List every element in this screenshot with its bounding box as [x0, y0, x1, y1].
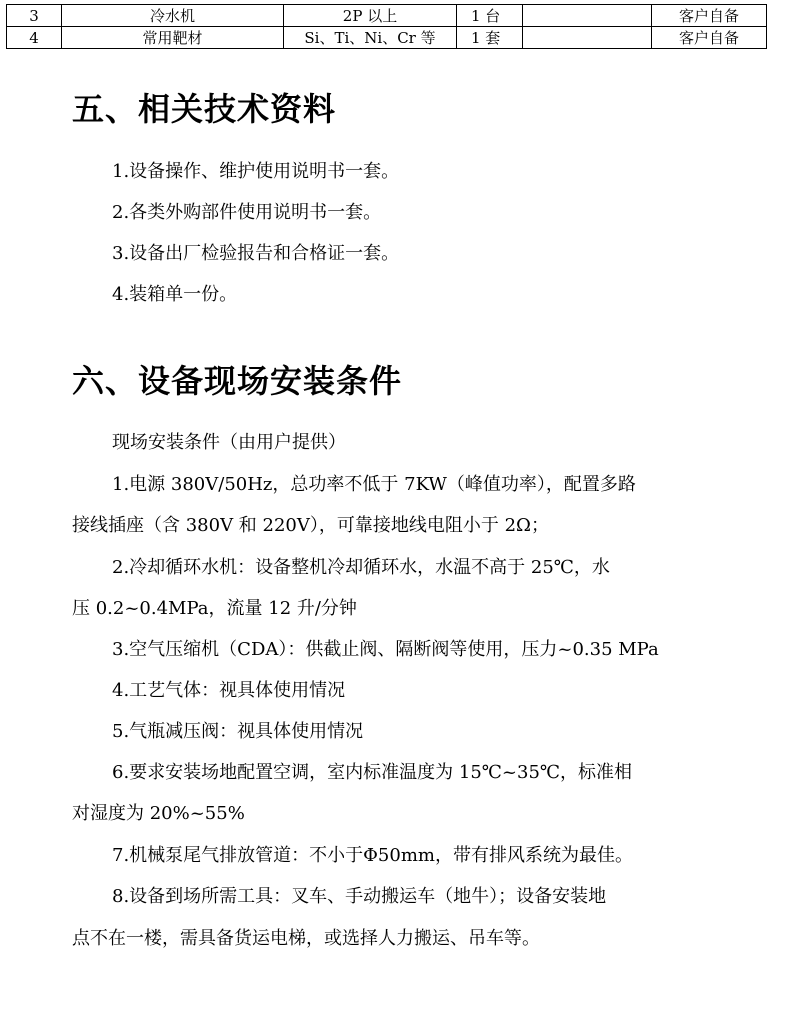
section6-line: 3.空气压缩机（CDA）：供截止阀、隔断阀等使用，压力~0.35 MPa [112, 639, 659, 660]
section6-line: 2.冷却循环水机：设备整机冷却循环水，水温不高于 25℃，水 [112, 557, 610, 578]
section5-item: 3.设备出厂检验报告和合格证一套。 [112, 243, 400, 264]
section6-line: 4.工艺气体：视具体使用情况 [112, 680, 346, 701]
cell-remark [523, 27, 652, 49]
cell-qty: 1 台 [457, 5, 523, 27]
cell-name: 常用靶材 [62, 27, 284, 49]
section6-line: 1.电源 380V/50Hz，总功率不低于 7KW（峰值功率），配置多路 [112, 474, 636, 495]
cell-spec: Si、Ti、Ni、Cr 等 [284, 27, 457, 49]
section6-line: 压 0.2~0.4MPa，流量 12 升/分钟 [72, 598, 357, 619]
equipment-table [6, 4, 767, 49]
section6-line: 5.气瓶减压阀：视具体使用情况 [112, 721, 364, 742]
cell-no: 4 [7, 27, 62, 49]
section5-item: 4.装箱单一份。 [112, 284, 238, 305]
section5-item: 2.各类外购部件使用说明书一套。 [112, 202, 382, 223]
cell-remark [523, 5, 652, 27]
section6-line: 8.设备到场所需工具：叉车、手动搬运车（地牛）；设备安装地 [112, 886, 607, 907]
cell-qty: 1 套 [457, 27, 523, 49]
table-row [7, 27, 767, 49]
section6-line: 7.机械泵尾气排放管道：不小于Φ50mm，带有排风系统为最佳。 [112, 845, 633, 866]
section6-heading: 六、设备现场安装条件 [72, 362, 403, 400]
section6-line: 接线插座（含 380V 和 220V），可靠接地线电阻小于 2Ω； [72, 515, 549, 536]
section6-line: 6.要求安装场地配置空调，室内标准温度为 15℃~35℃，标准相 [112, 762, 633, 783]
section6-line: 对湿度为 20%~55% [72, 803, 245, 824]
cell-spec: 2P 以上 [284, 5, 457, 27]
section5-heading: 五、相关技术资料 [72, 90, 337, 128]
cell-note: 客户自备 [652, 5, 767, 27]
section5-item: 1.设备操作、维护使用说明书一套。 [112, 161, 400, 182]
cell-no: 3 [7, 5, 62, 27]
cell-note: 客户自备 [652, 27, 767, 49]
table-row [7, 5, 767, 27]
section6-intro: 现场安装条件（由用户提供） [112, 432, 346, 453]
cell-name: 冷水机 [62, 5, 284, 27]
section6-line: 点不在一楼，需具备货运电梯，或选择人力搬运、吊车等。 [72, 928, 540, 949]
